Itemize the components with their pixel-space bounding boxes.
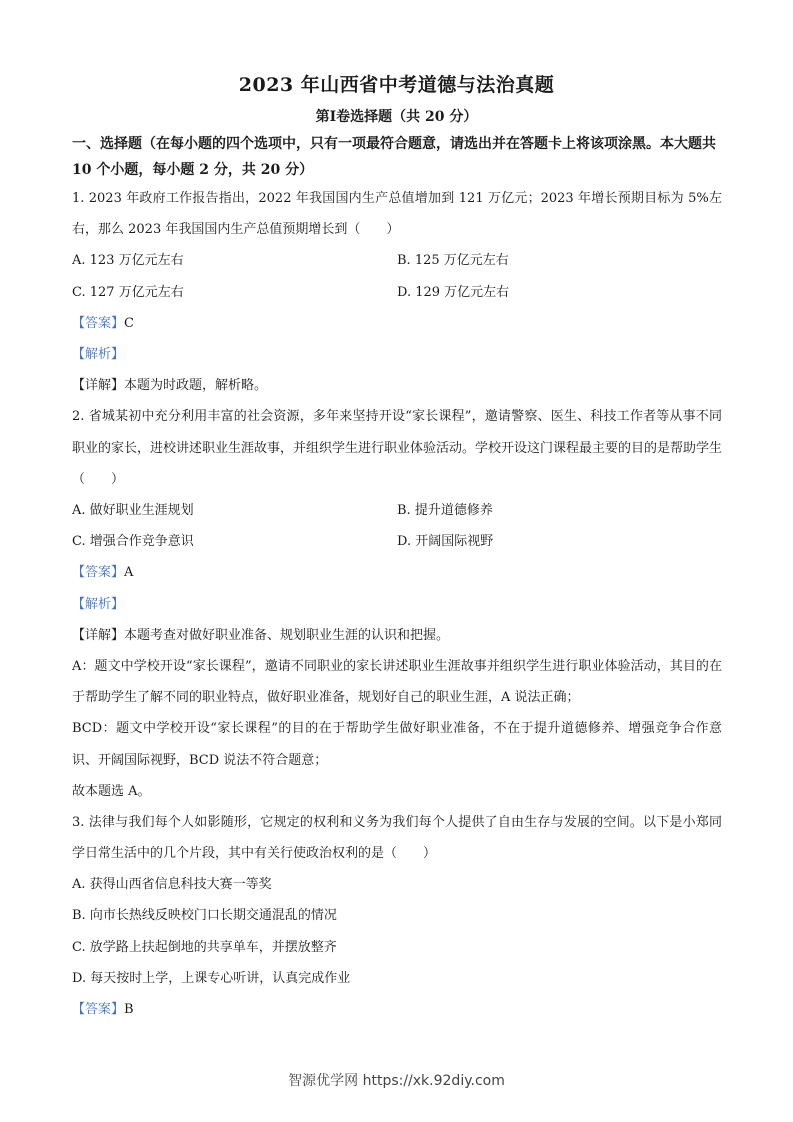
section-heading: 一、选择题（在每小题的四个选项中，只有一项最符合题意，请选出并在答题卡上将该项涂黑。本大题共 10 个小题，每小题 2 分，共 20 分） [72,136,716,178]
question-1-options-row-2 [72,277,722,308]
question-1-stem: 1. 2023 年政府工作报告指出，2022 年我国国内生产总值增加到 121 万亿元；2023 年增长预期目标为 5%左右，那么 2023 年我国国内生产总值预期增长到（ ） [72,191,722,238]
question-2-analysis [72,589,722,620]
question-2-option-c: C. 增强合作竞争意识 [72,534,194,550]
question-2-conclusion: 故本题选 A。 [72,783,151,799]
footer-watermark: 智源优学网 https://xk.92diy.com [288,1073,505,1089]
question-2-option-b: B. 提升道德修养 [397,502,493,518]
question-2-options-row-1 [72,495,722,526]
question-3-stem: 3. 法律与我们每个人如影随形，它规定的权利和义务为我们每个人提供了自由生存与发展的空间。以下是小郑同学日常生活中的几个片段，其中有关行使政治权利的是（ ） [72,814,722,862]
answer-label: 【答案】 [72,315,125,331]
question-3-option-b: B. 向市长热线反映校门口长期交通混乱的情况 [72,908,337,924]
question-2-answer [72,557,722,588]
question-3-option-a: A. 获得山西省信息科技大赛一等奖 [72,877,272,893]
question-2-option-a: A. 做好职业生涯规划 [72,502,194,518]
question-1-answer [72,308,722,339]
question-1-analysis [72,339,722,370]
question-3-option-d: D. 每天按时上学，上课专心听讲，认真完成作业 [72,970,351,986]
detail-label: 【详解】 [72,627,125,643]
question-1-option-a: A. 123 万亿元左右 [72,253,184,269]
page-title: 2023 年山西省中考道德与法治真题 [238,74,555,96]
answer-value: C [124,315,134,331]
question-2-detail [72,620,722,651]
question-3-option-c: C. 放学路上扶起倒地的共享单车，并摆放整齐 [72,939,337,955]
question-1-detail [72,370,722,401]
answer-value: B [124,1002,134,1018]
question-2-explain-a: A：题文中学校开设“家长课程”，邀请不同职业的家长讲述职业生涯故事并组织学生进行职业体验活动，其目的在于帮助学生了解不同的职业特点，做好职业准备，规划好自己的职业生涯，A 说法正确； [72,658,722,706]
page-subtitle: 第Ⅰ卷选择题（共 20 分） [315,109,478,125]
question-2-explain-bcd: BCD：题文中学校开设“家长课程”的目的在于帮助学生做好职业准备，不在于提升道德修养、增强竞争合作意识、开阔国际视野，BCD 说法不符合题意； [72,721,722,768]
question-1-option-c: C. 127 万亿元左右 [72,284,184,300]
question-1-option-b: B. 125 万亿元左右 [397,253,509,269]
question-2-options-row-2 [72,526,722,557]
question-1-option-d: D. 129 万亿元左右 [397,284,510,300]
analysis-label: 【解析】 [72,596,125,612]
answer-label: 【答案】 [72,1002,125,1018]
analysis-label: 【解析】 [72,346,125,362]
question-2-stem: 2. 省城某初中充分利用丰富的社会资源，多年来坚持开设“家长课程”，邀请警察、医生、科技工作者等从事不同职业的家长，进校讲述职业生涯故事，并组织学生进行职业体验活动。学校开设这门课程最主要的目的是帮助学生（ ） [72,409,723,487]
question-list [72,183,722,1025]
detail-text: 本题为时政题，解析略。 [124,378,268,394]
answer-label: 【答案】 [72,565,125,581]
answer-value: A [124,565,134,581]
detail-label: 【详解】 [72,378,125,394]
detail-text: 本题考查对做好职业准备、规划职业生涯的认识和把握。 [124,627,450,643]
question-1-options-row-1 [72,245,722,276]
question-2-option-d: D. 开阔国际视野 [397,534,494,550]
question-3-answer [72,994,722,1025]
